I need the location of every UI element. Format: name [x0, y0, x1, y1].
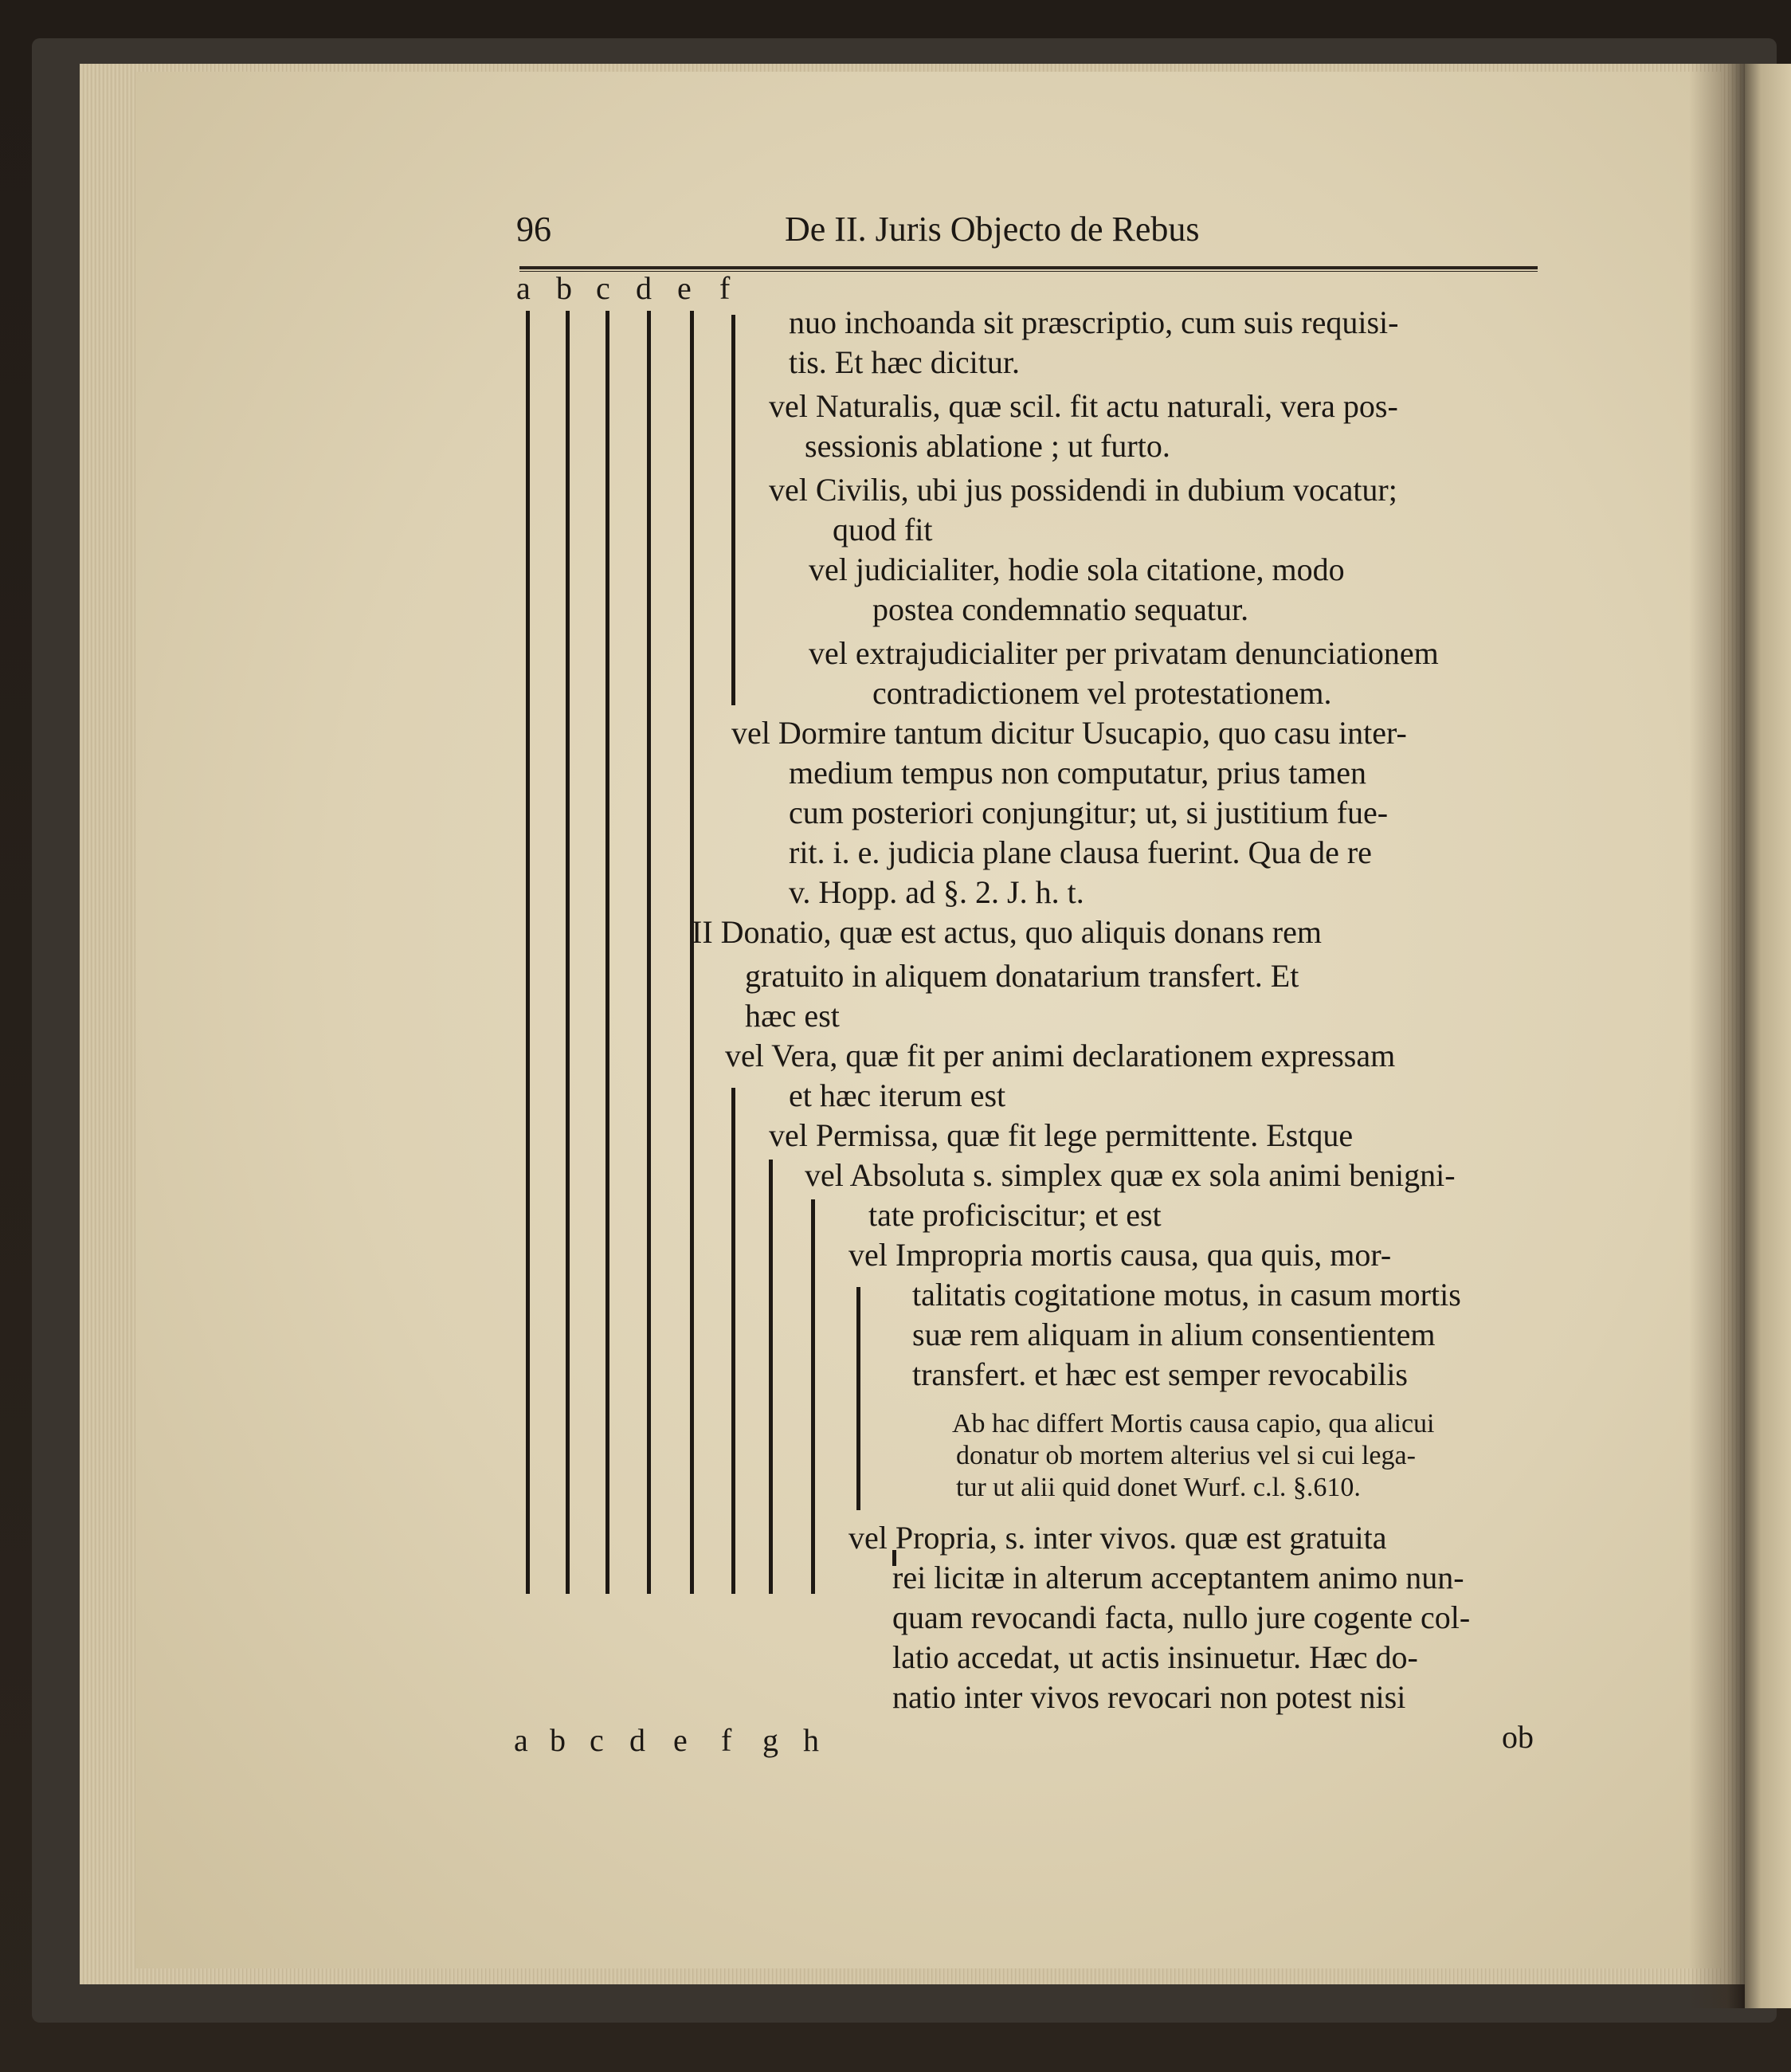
- text-line: et hæc iterum est: [789, 1077, 1006, 1113]
- text-line: vel Dormire tantum dicitur Usucapio, quo casu inter-: [731, 715, 1407, 751]
- column-letter: g: [762, 1722, 778, 1758]
- column-letter: b: [550, 1722, 566, 1758]
- text-line: nuo inchoanda sit præscriptio, cum suis requisi-: [789, 304, 1399, 340]
- text-line: contradictionem vel protestationem.: [872, 675, 1332, 711]
- column-letter: b: [556, 270, 572, 306]
- footnote-line: Ab hac differt Mortis causa capio, qua alicui: [952, 1409, 1435, 1438]
- text-line: vel Vera, quæ fit per animi declarationem expressam: [725, 1038, 1396, 1073]
- column-letter: d: [629, 1722, 645, 1758]
- text-line: transfert. et hæc est semper revocabilis: [912, 1356, 1408, 1392]
- text-line: vel Permissa, quæ fit lege permittente. Estque: [769, 1117, 1354, 1153]
- text-line: suæ rem aliquam in alium consentientem: [912, 1317, 1436, 1352]
- page-number: 96: [516, 210, 551, 249]
- text-line: natio inter vivos revocari non potest nisi: [892, 1679, 1406, 1715]
- column-letter: e: [673, 1722, 688, 1758]
- text-line: quod fit: [833, 512, 933, 547]
- head-rule-thin: [519, 271, 1538, 272]
- text-line: cum posteriori conjungitur; ut, si justitium fue-: [789, 795, 1389, 830]
- column-letter: c: [596, 270, 610, 306]
- bracket-line-b: [566, 311, 570, 1594]
- column-letter: a: [516, 270, 531, 306]
- bracket-line-a: [526, 311, 530, 1594]
- column-letter: f: [721, 1722, 732, 1758]
- footnote-line: tur ut alii quid donet Wurf. c.l. §.610.: [956, 1473, 1361, 1502]
- bracket-line-d: [647, 311, 651, 1594]
- bracket-line-i: [811, 1199, 815, 1594]
- text-line: vel Civilis, ubi jus possidendi in dubium vocatur;: [769, 472, 1397, 508]
- text-line: quam revocandi facta, nullo jure cogente col-: [892, 1599, 1471, 1635]
- text-line: rit. i. e. judicia plane clausa fuerint. Qua de re: [789, 834, 1372, 870]
- bracket-line-f-upper: [731, 315, 735, 705]
- bracket-line-j: [856, 1287, 860, 1510]
- text-line: vel Impropria mortis causa, qua quis, mor-: [848, 1237, 1392, 1273]
- text-line: vel extrajudicialiter per privatam denunciationem: [809, 635, 1439, 671]
- text-line: vel Naturalis, quæ scil. fit actu naturali, vera pos-: [769, 388, 1398, 424]
- footnote-line: donatur ob mortem alterius vel si cui lega-: [956, 1441, 1416, 1470]
- bracket-line-g: [731, 1088, 735, 1594]
- text-line: latio accedat, ut actis insinuetur. Hæc do-: [892, 1639, 1418, 1675]
- text-line: rei licitæ in alterum acceptantem animo nun-: [892, 1560, 1464, 1595]
- catchword: ob: [1502, 1719, 1534, 1755]
- text-line: gratuito in aliquem donatarium transfert. Et: [745, 958, 1299, 994]
- text-line: talitatis cogitatione motus, in casum mortis: [912, 1277, 1461, 1313]
- text-line: vel Propria, s. inter vivos. quæ est gratuita: [848, 1520, 1387, 1556]
- right-page-edge: [1745, 64, 1791, 2008]
- text-line: sessionis ablatione ; ut furto.: [805, 428, 1170, 464]
- column-letter: h: [803, 1722, 819, 1758]
- bracket-line-h: [769, 1160, 773, 1594]
- column-letter: c: [590, 1722, 604, 1758]
- running-head-title: De II. Juris Objecto de Rebus: [785, 210, 1200, 249]
- text-line: vel Absoluta s. simplex quæ ex sola animi benigni-: [805, 1157, 1456, 1193]
- text-line: v. Hopp. ad §. 2. J. h. t.: [789, 874, 1084, 910]
- text-line: medium tempus non computatur, prius tamen: [789, 755, 1366, 791]
- text-line: hæc est: [745, 998, 840, 1034]
- text-line: tis. Et hæc dicitur.: [789, 344, 1020, 380]
- column-letter: f: [719, 270, 731, 306]
- text-line: vel judicialiter, hodie sola citatione, modo: [809, 551, 1345, 587]
- text-line: II Donatio, quæ est actus, quo aliquis donans rem: [692, 914, 1322, 950]
- text-line: postea condemnatio sequatur.: [872, 591, 1249, 627]
- bracket-line-f-lower: [690, 968, 694, 1594]
- column-letter: a: [514, 1722, 528, 1758]
- bracket-line-c: [605, 311, 609, 1594]
- column-letter: e: [677, 270, 692, 306]
- column-letter: d: [636, 270, 652, 306]
- gutter-shadow: [1689, 64, 1753, 2008]
- text-line: tate proficiscitur; et est: [868, 1197, 1162, 1233]
- head-rule: [519, 266, 1538, 269]
